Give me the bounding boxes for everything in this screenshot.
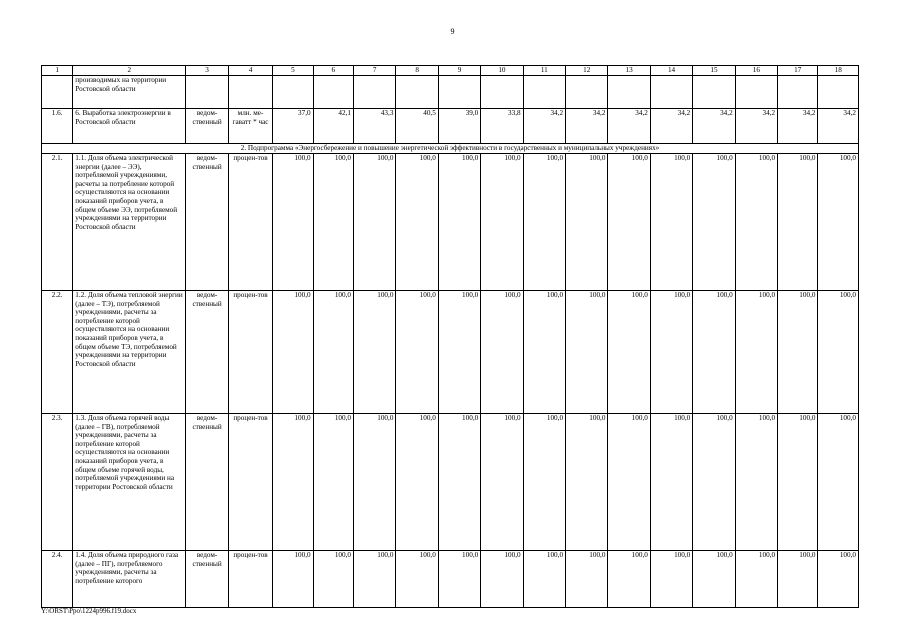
column-number: 3 [186,66,228,76]
column-number-row [42,66,859,76]
column-number: 15 [693,66,735,76]
value-cell: 100,0 [818,551,859,608]
value-cell: 100,0 [693,414,735,551]
indicator-name: 1.3. Доля объема горячей воды (далее – ГВ), потребляемой учреждениями, расчеты за потребление которой осуществляются на основании показаний приборов учета, в общем объеме горячей воды, потребляемой учреждениями на территории Ростовской области [73,414,186,551]
value-cell: 100,0 [273,551,313,608]
table-row [42,291,859,414]
column-number: 6 [313,66,353,76]
value-cell: 100,0 [354,551,396,608]
value-cell: 100,0 [273,154,313,291]
column-number: 2 [73,66,186,76]
column-number: 16 [735,66,777,76]
value-cell: 40,5 [396,109,438,144]
value-cell: 100,0 [818,154,859,291]
value-cell: 100,0 [523,551,565,608]
table-row [42,109,859,144]
value-cell: 100,0 [273,291,313,414]
indicator-type: ведом-ственный [186,551,228,608]
value-cell: 100,0 [313,154,353,291]
indicator-name: 1.4. Доля объема природного газа (далее – ПГ), потребляемого учреждениями, расчеты за потребление которого [73,551,186,608]
value-cell: 100,0 [273,414,313,551]
value-cell: 43,3 [354,109,396,144]
column-number: 17 [778,66,818,76]
value-cell: 100,0 [650,414,692,551]
value-cell: 34,2 [650,109,692,144]
value-cell: 100,0 [778,551,818,608]
value-cell: 100,0 [438,154,480,291]
row-number: 2.1. [42,154,73,291]
value-cell: 100,0 [693,154,735,291]
value-cell: 100,0 [608,291,650,414]
column-number: 8 [396,66,438,76]
column-number: 9 [438,66,480,76]
value-cell: 100,0 [693,291,735,414]
value-cell: 42,1 [313,109,353,144]
file-path-footer: Y:\ORST\Ppo\1224p996.f19.docx [41,607,137,615]
unit-of-measure: млн. ме-гаватт * час [228,109,272,144]
value-cell: 34,2 [693,109,735,144]
value-cell: 100,0 [523,414,565,551]
value-cell: 100,0 [396,414,438,551]
value-cell: 100,0 [313,414,353,551]
value-cell: 34,2 [778,109,818,144]
value-cell: 100,0 [313,551,353,608]
value-cell: 100,0 [481,551,523,608]
page-number: 9 [450,27,455,36]
value-cell: 33,8 [481,109,523,144]
value-cell: 100,0 [650,291,692,414]
unit-of-measure: процен-тов [228,414,272,551]
row-number: 2.4. [42,551,73,608]
indicators-table [41,65,859,608]
value-cell: 100,0 [313,291,353,414]
value-cell: 34,2 [608,109,650,144]
unit-of-measure: процен-тов [228,551,272,608]
column-number: 5 [273,66,313,76]
value-cell: 100,0 [778,291,818,414]
value-cell: 34,2 [566,109,608,144]
column-number: 7 [354,66,396,76]
table-row [42,154,859,291]
unit-of-measure: процен-тов [228,154,272,291]
value-cell: 39,0 [438,109,480,144]
value-cell: 100,0 [396,291,438,414]
unit-of-measure: процен-тов [228,291,272,414]
value-cell: 100,0 [566,414,608,551]
value-cell: 34,2 [818,109,859,144]
value-cell: 100,0 [650,551,692,608]
value-cell: 100,0 [566,154,608,291]
value-cell: 34,2 [735,109,777,144]
column-number: 13 [608,66,650,76]
value-cell: 100,0 [438,414,480,551]
value-cell: 100,0 [608,154,650,291]
value-cell: 100,0 [438,551,480,608]
value-cell: 100,0 [778,414,818,551]
value-cell: 100,0 [818,291,859,414]
value-cell: 100,0 [650,154,692,291]
table-row [42,414,859,551]
column-number: 1 [42,66,73,76]
value-cell: 100,0 [396,154,438,291]
value-cell: 34,2 [523,109,565,144]
table-row [42,551,859,608]
value-cell: 100,0 [735,154,777,291]
value-cell: 100,0 [481,414,523,551]
value-cell: 100,0 [354,154,396,291]
column-number: 12 [566,66,608,76]
indicator-name: 6. Выработка электроэнергии в Ростовской области [73,109,186,144]
column-number: 14 [650,66,692,76]
value-cell: 37,0 [273,109,313,144]
value-cell: 100,0 [354,414,396,551]
section-title: 2. Подпрограмма «Энергосбережение и повышение энергетической эффективности в государственных и муниципальных учреждениях» [42,144,859,154]
column-number: 18 [818,66,859,76]
value-cell: 100,0 [608,551,650,608]
table-row [42,76,859,109]
indicator-type: ведом-ственный [186,291,228,414]
value-cell: 100,0 [693,551,735,608]
value-cell: 100,0 [354,291,396,414]
value-cell: 100,0 [735,291,777,414]
value-cell: 100,0 [566,551,608,608]
section-row [42,144,859,154]
value-cell: 100,0 [481,154,523,291]
column-number: 4 [228,66,272,76]
value-cell: 100,0 [523,154,565,291]
column-number: 10 [481,66,523,76]
indicator-name: производимых на территории Ростовской области [73,76,186,109]
indicator-type: ведом-ственный [186,414,228,551]
value-cell: 100,0 [566,291,608,414]
row-number: 2.2. [42,291,73,414]
value-cell: 100,0 [818,414,859,551]
value-cell: 100,0 [523,291,565,414]
column-number: 11 [523,66,565,76]
row-number: 2.3. [42,414,73,551]
indicator-type: ведом-ственный [186,109,228,144]
value-cell: 100,0 [438,291,480,414]
value-cell: 100,0 [735,551,777,608]
indicator-type: ведом-ственный [186,154,228,291]
value-cell: 100,0 [608,414,650,551]
value-cell: 100,0 [778,154,818,291]
indicator-name: 1.2. Доля объема тепловой энергии (далее – ТЭ), потребляемой учреждениями, расчеты за потребление которой осуществляются на основании показаний приборов учета, в общем объеме ТЭ, потребляемой учреждениями на территории Ростовской области [73,291,186,414]
value-cell: 100,0 [396,551,438,608]
value-cell: 100,0 [481,291,523,414]
row-number: 1.6. [42,109,73,144]
value-cell: 100,0 [735,414,777,551]
indicator-name: 1.1. Доля объема электрической энергии (далее – ЭЭ), потребляемой учреждениями, расчеты за потребление которой осуществляются на основании показаний приборов учета, в общем объеме ЭЭ, потребляемой учреждениями на территории Ростовской области [73,154,186,291]
